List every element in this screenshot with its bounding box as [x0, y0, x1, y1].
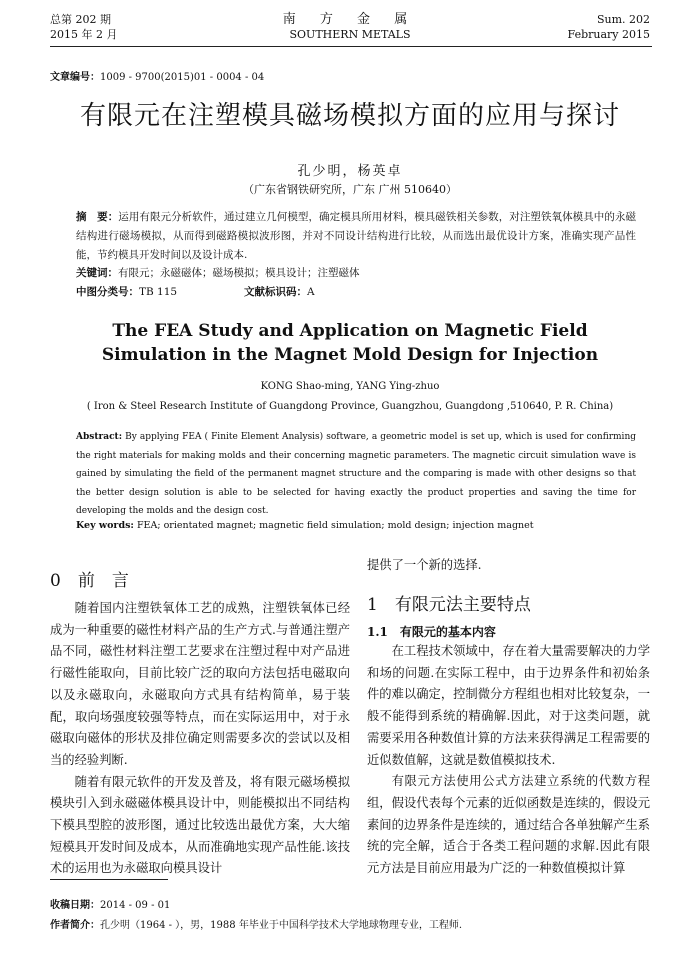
footnote-author-bio [50, 916, 650, 931]
clc-label: 中图分类号： [76, 286, 139, 298]
document-code-label: 文献标识码： [244, 286, 307, 298]
header-rule [50, 46, 652, 47]
keywords-en-text: FEA; orientated magnet; magnetic field simulation; mold design; injection magnet [133, 520, 534, 531]
authors-en: KONG Shao-ming, YANG Ying-zhuo [260, 381, 440, 392]
section-1-heading: 1 有限元法主要特点 [367, 595, 531, 615]
clc-value: TB 115 [139, 286, 178, 298]
abstract-en-label: Abstract: [76, 432, 123, 442]
issue-number-cn: 总第 202 期 [50, 13, 111, 26]
left-column [50, 598, 350, 880]
affiliation-en: ( Iron & Steel Research Institute of Guangdong Province, Guangzhou, Guangdong ,510640, P. R. China) [86, 401, 614, 412]
keywords-en [76, 520, 636, 531]
section-1-1-heading: 1.1 有限元的基本内容 [367, 625, 496, 639]
keywords-cn-text: 有限元；永磁磁体；磁场模拟；模具设计；注塑磁体 [118, 267, 360, 279]
right-column [367, 641, 650, 880]
header-right [568, 12, 650, 42]
keywords-en-label: Key words: [76, 520, 134, 531]
title-cn: 有限元在注塑模具磁场模拟方面的应用与探讨 [79, 101, 620, 131]
affiliation-cn: （广东省钢铁研究所，广东 广州 510640） [243, 183, 457, 196]
article-number [50, 68, 264, 83]
issue-number-en: Sum. 202 [596, 13, 650, 26]
issue-date-cn: 2015 年 2 月 [50, 28, 118, 41]
clc-number [76, 284, 177, 299]
received-value: 2014 - 09 - 01 [100, 900, 171, 911]
abstract-en [76, 428, 636, 521]
journal-name-cn: 南 方 金 属 [282, 12, 418, 27]
abstract-cn-text: 运用有限元分析软件，通过建立几何模型，确定模具所用材料，模具磁铁相关参数，对注塑铁氧体模具中的永磁结构进行磁场模拟，从而得到磁路模拟波形图，并对不同设计结构进行比较，从而选出最优设计方案，准确实现产品性能，节约模具开发时间以及设计成本. [76, 211, 637, 261]
article-number-value: 1009 - 9700(2015)01 - 0004 - 04 [100, 72, 265, 83]
title-en: The FEA Study and Application on Magnetic Field Simulation in the Magnet Mold Design for Injection [101, 321, 599, 365]
footnote-received [50, 896, 650, 911]
section-0-heading: 0 前 言 [50, 571, 129, 591]
authors-cn: 孔少明，杨英卓 [297, 164, 403, 179]
section-1-paragraph-1: 在工程技术领域中，存在着大量需要解决的力学和场的问题.在实际工程中，由于边界条件和初始条件的难以确定，控制微分方程组也相对比较复杂，一般不能得到系统的精确解.因此，对于这类问题，就需要采用各种数值计算的方法来获得满足工程需要的近似数值解，这就是数值模拟技术. [367, 644, 650, 767]
author-bio-value: 孔少明（1964 - ），男，1988 年毕业于中国科学技术大学地球物理专业，工程师. [100, 920, 462, 931]
journal-name-en: SOUTHERN METALS [289, 28, 411, 41]
received-label: 收稿日期： [50, 900, 100, 911]
author-bio-label: 作者简介： [50, 920, 100, 931]
issue-date-en: February 2015 [567, 28, 650, 41]
right-column-continuation: 提供了一个新的选择. [367, 558, 482, 572]
footnote-rule [50, 879, 168, 880]
keywords-cn [76, 265, 636, 280]
section-1-paragraph-2: 有限元方法使用公式方法建立系统的代数方程组，假设代表每个元素的近似函数是连续的，假设元素间的边界条件是连续的，通过结合各单独解产生系统的完全解，适合于各类工程问题的求解.因此有限元方法是目前应用最为广泛的一种数值模拟计算 [367, 774, 650, 876]
section-0-paragraph-2: 随着有限元软件的开发及普及，将有限元磁场模拟模块引入到永磁磁体模具设计中，则能模拟出不同结构下模具型腔的波形图，通过比较选出最优方案，大大缩短模具开发时间及成本，从而准确地实现产品性能.该技术的运用也为永磁取向模具设计 [50, 774, 350, 876]
abstract-cn [76, 208, 636, 265]
article-number-label: 文章编号： [50, 72, 100, 83]
keywords-cn-label: 关键词： [76, 267, 118, 279]
document-code-value: A [307, 286, 315, 298]
section-0-paragraph-1: 随着国内注塑铁氧体工艺的成熟，注塑铁氧体已经成为一种重要的磁性材料产品的生产方式.与普通注塑产品不同，磁性材料注塑工艺要求在注塑过程中对产品进行磁性能取向，目前比较广泛的取向方法包括电磁取向以及永磁取向，永磁取向方式具有结构简单，易于装配，取向场强度较强等特点，而在实际运用中，对于永磁取向磁体的形状及排位确定则需要多次的尝试以及相当的经验判断. [50, 601, 350, 767]
abstract-en-text: By applying FEA ( Finite Element Analysis) software, a geometric model is set up, which is used for confirming the right materials for making molds and their concerning magnetic parameters. The magnetic circuit simulation wave is gained by simulating the field of the permanent magnet structure and the comparing is made with other designs so that the better design solution is able to be selected for having exactly the product properties and saving the time for developing the molds and the design cost. [76, 432, 636, 516]
abstract-cn-label: 摘 要： [76, 211, 119, 223]
document-code [244, 284, 315, 299]
